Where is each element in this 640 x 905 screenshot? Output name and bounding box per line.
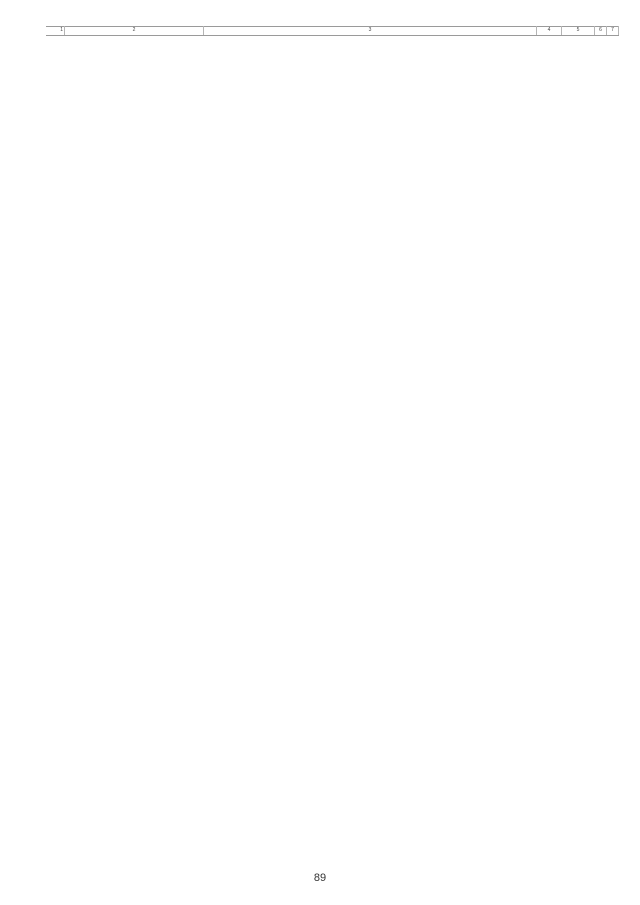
- works-table: [46, 26, 619, 36]
- column-header: 1: [46, 27, 65, 36]
- header-row: [46, 27, 619, 36]
- page-number: 89: [313, 872, 327, 884]
- document-page: [46, 26, 614, 36]
- column-header: 5: [562, 27, 595, 36]
- column-header: 2: [65, 27, 204, 36]
- column-header: 4: [537, 27, 562, 36]
- column-header: 6: [595, 27, 607, 36]
- column-header: 7: [607, 27, 619, 36]
- column-header: 3: [204, 27, 537, 36]
